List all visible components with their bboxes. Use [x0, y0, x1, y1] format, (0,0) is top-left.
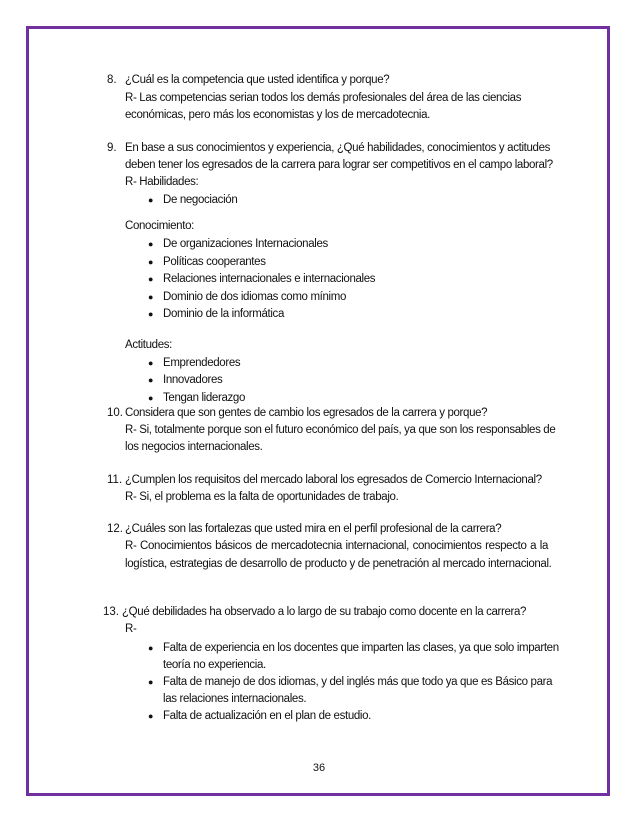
- q11-question: ¿Cumplen los requisitos del mercado laboral los egresados de Comercio Internacional?: [125, 474, 542, 486]
- q9-habilidad-item: De negociación: [163, 194, 238, 206]
- q9-conocimiento-item: Dominio de dos idiomas como mínimo: [163, 291, 347, 303]
- q8-answer-line-2: económicas, pero más los economistas y los de mercadotecnia.: [125, 109, 430, 121]
- q9-actitud-item: Innovadores: [163, 374, 223, 386]
- q10-number: 10.: [107, 407, 123, 419]
- q9-conocimiento-item: Dominio de la informática: [163, 308, 285, 320]
- bullet-icon: ●: [148, 375, 154, 385]
- bullet-icon: ●: [148, 358, 154, 368]
- q12-answer-line-1: R- Conocimientos básicos de mercadotecnia internacional, conocimientos respecto a la: [125, 540, 548, 552]
- q9-conocimiento-item: Relaciones internacionales e internacionales: [163, 273, 376, 285]
- q9-number: 9.: [107, 142, 117, 154]
- q11-number: 11.: [107, 474, 123, 486]
- page-number: 36: [312, 762, 326, 774]
- q9-conocimiento-label: Conocimiento:: [125, 220, 194, 232]
- q13-item-2-line-2: las relaciones internacionales.: [163, 693, 307, 705]
- bullet-icon: ●: [148, 292, 154, 302]
- q13-item-1-line-1: Falta de experiencia en los docentes que imparten las clases, ya que solo imparten: [163, 642, 559, 654]
- q12-answer-line-2: logística, estrategias de desarrollo de producto y de penetración al mercado internacional.: [125, 558, 552, 570]
- bullet-icon: ●: [148, 309, 154, 319]
- q8-question: ¿Cuál es la competencia que usted identifica y porque?: [125, 74, 390, 86]
- bullet-icon: ●: [148, 195, 154, 205]
- q9-conocimiento-item: Políticas cooperantes: [163, 256, 266, 268]
- q10-question: Considera que son gentes de cambio los egresados de la carrera y porque?: [125, 407, 488, 419]
- bullet-icon: ●: [148, 274, 154, 284]
- q11-answer: R- Si, el problema es la falta de oportunidades de trabajo.: [125, 491, 399, 503]
- q9-actitud-item: Tengan liderazgo: [163, 392, 245, 404]
- bullet-icon: ●: [148, 393, 154, 403]
- q12-question: ¿Cuáles son las fortalezas que usted mira en el perfil profesional de la carrera?: [125, 523, 502, 535]
- q12-number: 12.: [107, 523, 123, 535]
- q8-number: 8.: [107, 74, 117, 86]
- q8-answer-line-1: R- Las competencias serian todos los demás profesionales del área de las ciencias: [125, 92, 522, 104]
- bullet-icon: ●: [148, 643, 154, 653]
- q10-answer-line-1: R- Si, totalmente porque son el futuro económico del país, ya que son los responsables de: [125, 424, 556, 436]
- q13-question: ¿Qué debilidades ha observado a lo largo de su trabajo como docente en la carrera?: [122, 606, 527, 618]
- q9-actitudes-label: Actitudes:: [125, 339, 172, 351]
- q9-question-line-2: deben tener los egresados de la carrera para lograr ser competitivos en el campo laboral?: [125, 159, 553, 171]
- bullet-icon: ●: [148, 677, 154, 687]
- bullet-icon: ●: [148, 257, 154, 267]
- q13-item-1-line-2: teoría no experiencia.: [163, 659, 266, 671]
- q9-conocimiento-item: De organizaciones Internacionales: [163, 238, 328, 250]
- q9-actitud-item: Emprendedores: [163, 357, 241, 369]
- bullet-icon: ●: [148, 239, 154, 249]
- q13-answer-prefix: R-: [125, 623, 137, 635]
- q13-item-3: Falta de actualización en el plan de estudio.: [163, 710, 372, 722]
- bullet-icon: ●: [148, 711, 154, 721]
- q9-habilidades-label: R- Habilidades:: [125, 176, 199, 188]
- q13-number: 13.: [103, 606, 119, 618]
- q9-question-line-1: En base a sus conocimientos y experiencia, ¿Qué habilidades, conocimientos y actitudes: [125, 142, 551, 154]
- q10-answer-line-2: los negocios internacionales.: [125, 441, 263, 453]
- q13-item-2-line-1: Falta de manejo de dos idiomas, y del inglés más que todo ya que es Básico para: [163, 676, 553, 688]
